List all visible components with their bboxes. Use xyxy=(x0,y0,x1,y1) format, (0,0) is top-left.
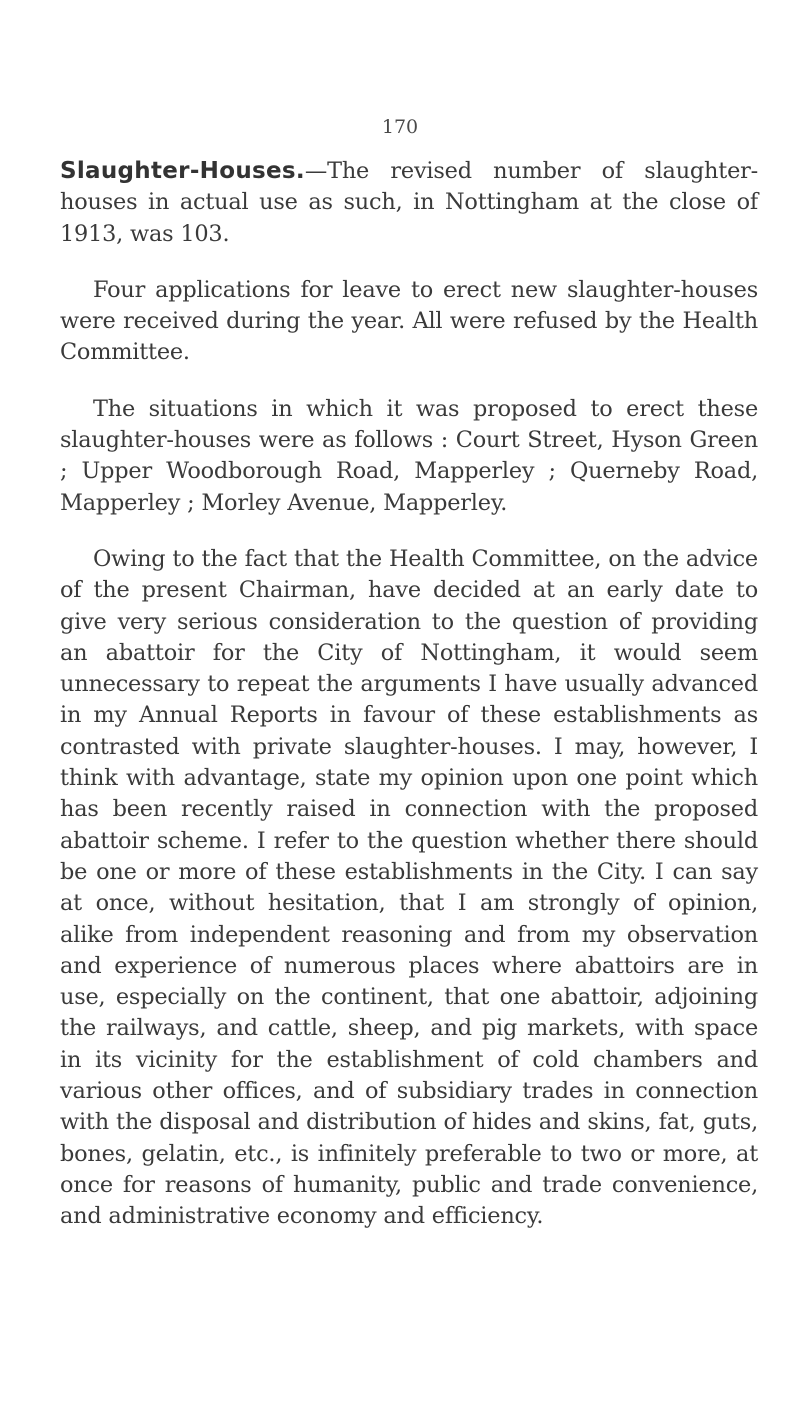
paragraph-text: —The revised number of slaughter-houses in actual use as such, in Nottingham at the close of 1913, was 103. xyxy=(60,158,758,247)
paragraph-abattoir: Owing to the fact that the Health Committee, on the advice of the present Chairman, have decided at an early date to give very serious consideration to the question of providing an abattoir for the City of Nottingham, it would seem unnecessary to repeat the arguments I have usually advanced in my Annual Reports in favour of these establishments as contrasted with private slaughter-houses. I may, however, I think with advantage, state my opinion upon one point which has been recently raised in connection with the proposed abattoir scheme. I refer to the question whether there should be one or more of these establishments in the City. I can say at once, without hesitation, that I am strongly of opinion, alike from independent reasoning and from my observation and experience of numerous places where abattoirs are in use, especially on the continent, that one abattoir, adjoining the railways, and cattle, sheep, and pig markets, with space in its vicinity for the establishment of cold chambers and various other offices, and of subsidiary trades in connection with the disposal and distribution of hides and skins, fat, guts, bones, gelatin, etc., is infinitely preferable to two or more, at once for reasons of humanity, public and trade convenience, and administrative economy and efficiency. xyxy=(60,545,758,1230)
paragraph-intro xyxy=(60,156,758,250)
page-number: 170 xyxy=(381,116,419,138)
paragraph-situations: The situations in which it was proposed to erect these slaughter-houses were as follows : Court Street, Hyson Green ; Upper Woodborough Road, Mapperley ; Querneby Road, Mapperley ; Morley Avenue, Mapperley. xyxy=(60,395,758,516)
section-heading: Slaughter-Houses. xyxy=(60,158,305,184)
body-text xyxy=(60,156,758,1258)
paragraph-applications: Four applications for leave to erect new slaughter-houses were received during the year. All were refused by the Health Committee. xyxy=(60,276,758,366)
